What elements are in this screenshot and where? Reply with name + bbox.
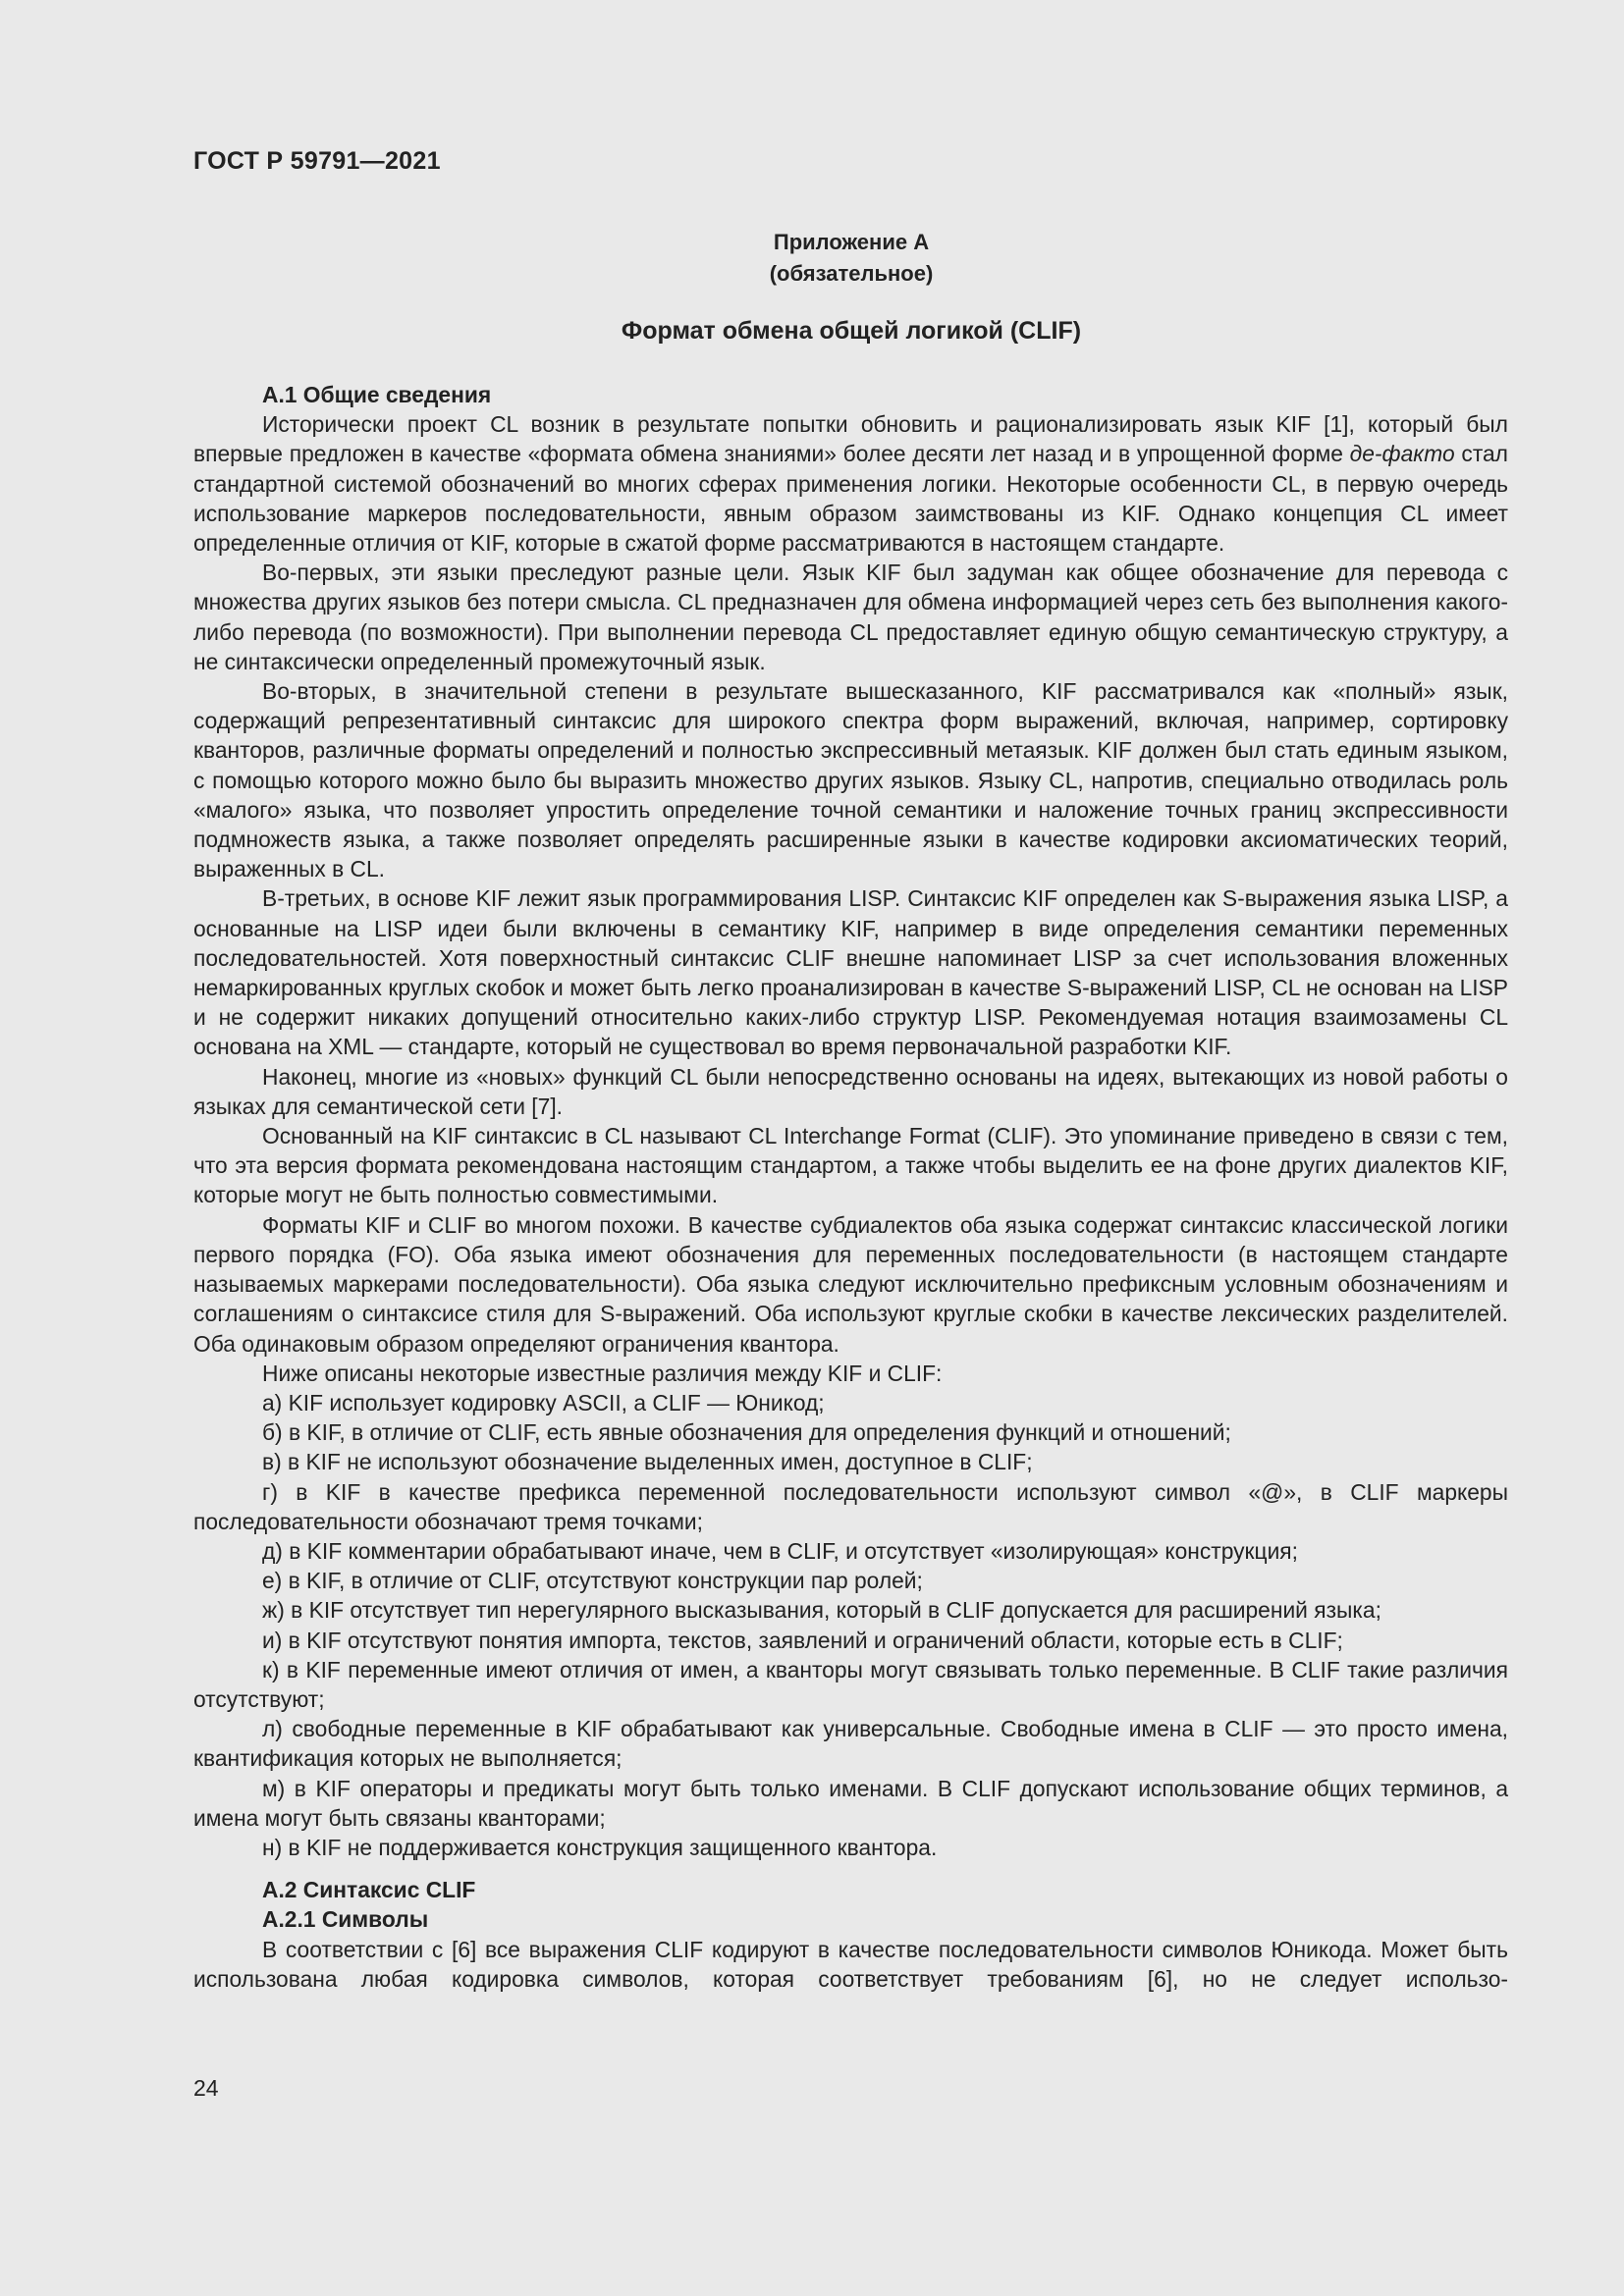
section-heading-a2: А.2 Синтаксис CLIF bbox=[262, 1877, 476, 1903]
paragraph: Наконец, многие из «новых» функций CL были непосредственно основаны на идеях, вытекающих из новой работы о языках для семантической сети [7]. bbox=[193, 1063, 1508, 1119]
list-item: и) в KIF отсутствуют понятия импорта, текстов, заявлений и ограничений области, которые есть в CLIF; bbox=[262, 1627, 1343, 1653]
annex-status: (обязательное) bbox=[769, 261, 934, 286]
list-item: н) в KIF не поддерживается конструкция защищенного квантора. bbox=[262, 1834, 938, 1860]
section-heading-a1: А.1 Общие сведения bbox=[262, 382, 492, 407]
paragraph: В-третьих, в основе KIF лежит язык программирования LISP. Синтаксис KIF определен как S-выражения языка LISP, а основанные на LISP идеи были включены в семантику KIF, например в виде определения семантики переменных последовательностей. Хотя поверхностный синтаксис CLIF внешне напоминает LISP за счет использования вложенных немаркированных круглых скобок и может быть легко проанализирован в качестве S-выражений LISP, CL не основан на LISP и не содержит никаких допущений относительно каких-либо структур LISP. Рекомендуемая нотация взаимозамены CL основана на XML — стандарте, который не существовал во время первоначальной разработки KIF. bbox=[193, 885, 1508, 1060]
list-item: к) в KIF переменные имеют отличия от имен, а кванторы могут связывать только переменные. В CLIF такие различия отсутствуют; bbox=[193, 1656, 1508, 1712]
paragraph: Основанный на KIF синтаксис в CL называют CL Interchange Format (CLIF). Это упоминание приведено в связи с тем, что эта версия формата рекомендована настоящим стандартом, а также чтобы выделить ее на фоне других диалектов KIF, которые могут не быть полностью совместимыми. bbox=[193, 1123, 1508, 1208]
paragraph: В соответствии с [6] все выражения CLIF кодируют в качестве последовательности символов Юникода. Может быть использована любая кодировка символов, которая соответствует требованиям [6], но не следует использо- bbox=[193, 1936, 1508, 1992]
paragraph: Во-первых, эти языки преследуют разные цели. Язык KIF был задуман как общее обозначение для перевода с множества других языков без потери смысла. CL предназначен для обмена информацией через сеть без выполнения какого-либо перевода (по возможности). При выполнении перевода CL предоставляет единую общую семантическую структуру, а не синтаксически определенный промежуточный язык. bbox=[193, 560, 1508, 674]
annex-block bbox=[193, 227, 1509, 290]
list-item: г) в KIF в качестве префикса переменной последовательности используют символ «@», в CLIF маркеры последовательности обозначают тремя точками; bbox=[193, 1478, 1508, 1534]
list-item: д) в KIF комментарии обрабатывают иначе, чем в CLIF, и отсутствует «изолирующая» конструкция; bbox=[262, 1537, 1298, 1564]
standard-header: ГОСТ Р 59791—2021 bbox=[193, 147, 441, 175]
list-item: е) в KIF, в отличие от CLIF, отсутствуют конструкции пар ролей; bbox=[262, 1568, 923, 1594]
subsection-heading-a2-1: А.2.1 Символы bbox=[262, 1906, 429, 1933]
paragraph: Исторически проект CL возник в результате попытки обновить и рационализировать язык KIF [1], который был впервые предложен в качестве «формата обмена знаниями» более десяти лет назад и в упрощенной форме де-факто стал стандартной системой обозначений во многих сферах применения логики. Некоторые особенности CL, в первую очередь использование маркеров последовательности, явным образом заимствованы из KIF. Однако концепция CL имеет определенные отличия от KIF, которые в сжатой форме рассматриваются в настоящем стандарте. bbox=[193, 411, 1508, 557]
list-item: м) в KIF операторы и предикаты могут быть только именами. В CLIF допускают использование общих терминов, а имена могут быть связаны кванторами; bbox=[193, 1775, 1508, 1831]
paragraph: Ниже описаны некоторые известные различия между KIF и CLIF: bbox=[262, 1360, 943, 1386]
list-item: б) в KIF, в отличие от CLIF, есть явные обозначения для определения функций и отношений; bbox=[262, 1419, 1231, 1446]
list-item: а) KIF использует кодировку ASCII, а CLIF — Юникод; bbox=[262, 1389, 825, 1415]
differences-list bbox=[193, 1388, 1508, 1862]
list-item: л) свободные переменные в KIF обрабатывают как универсальные. Свободные имена в CLIF — это просто имена, квантификация которых не выполняется; bbox=[193, 1716, 1508, 1772]
paragraph: Во-вторых, в значительной степени в результате вышесказанного, KIF рассматривался как «полный» язык, содержащий репрезентативный синтаксис для широкого спектра форм выражений, включая, например, сортировку кванторов, различные форматы определений и полностью экспрессивный метаязык. KIF должен был стать единым языком, с помощью которого можно было бы выразить множество других языков. Языку CL, напротив, специально отводилась роль «малого» языка, что позволяет упростить определение точной семантики и наложение точных границ экспрессивности подмножеств языка, а также позволяет определять расширенные языки в качестве кодировки аксиоматических теорий, выраженных в CL. bbox=[193, 678, 1508, 882]
list-item: в) в KIF не используют обозначение выделенных имен, доступное в CLIF; bbox=[262, 1449, 1033, 1475]
paragraph: Форматы KIF и CLIF во многом похожи. В качестве субдиалектов оба языка содержат синтаксис классической логики первого порядка (FO). Оба языка имеют обозначения для переменных последовательности (в настоящем стандарте называемых маркерами последовательности). Оба языка следуют исключительно префиксным условным обозначениям и соглашениям о синтаксисе стиля для S-выражений. Оба используют круглые скобки в качестве лексических разделителей. Оба одинаковым образом определяют ограничения квантора. bbox=[193, 1211, 1508, 1357]
document-body bbox=[193, 380, 1508, 1994]
annex-label: Приложение А bbox=[773, 230, 930, 254]
page-number: 24 bbox=[193, 2075, 219, 2101]
list-item: ж) в KIF отсутствует тип нерегулярного высказывания, который в CLIF допускается для расширений языка; bbox=[262, 1597, 1381, 1624]
annex-title: Формат обмена общей логикой (CLIF) bbox=[621, 317, 1082, 345]
